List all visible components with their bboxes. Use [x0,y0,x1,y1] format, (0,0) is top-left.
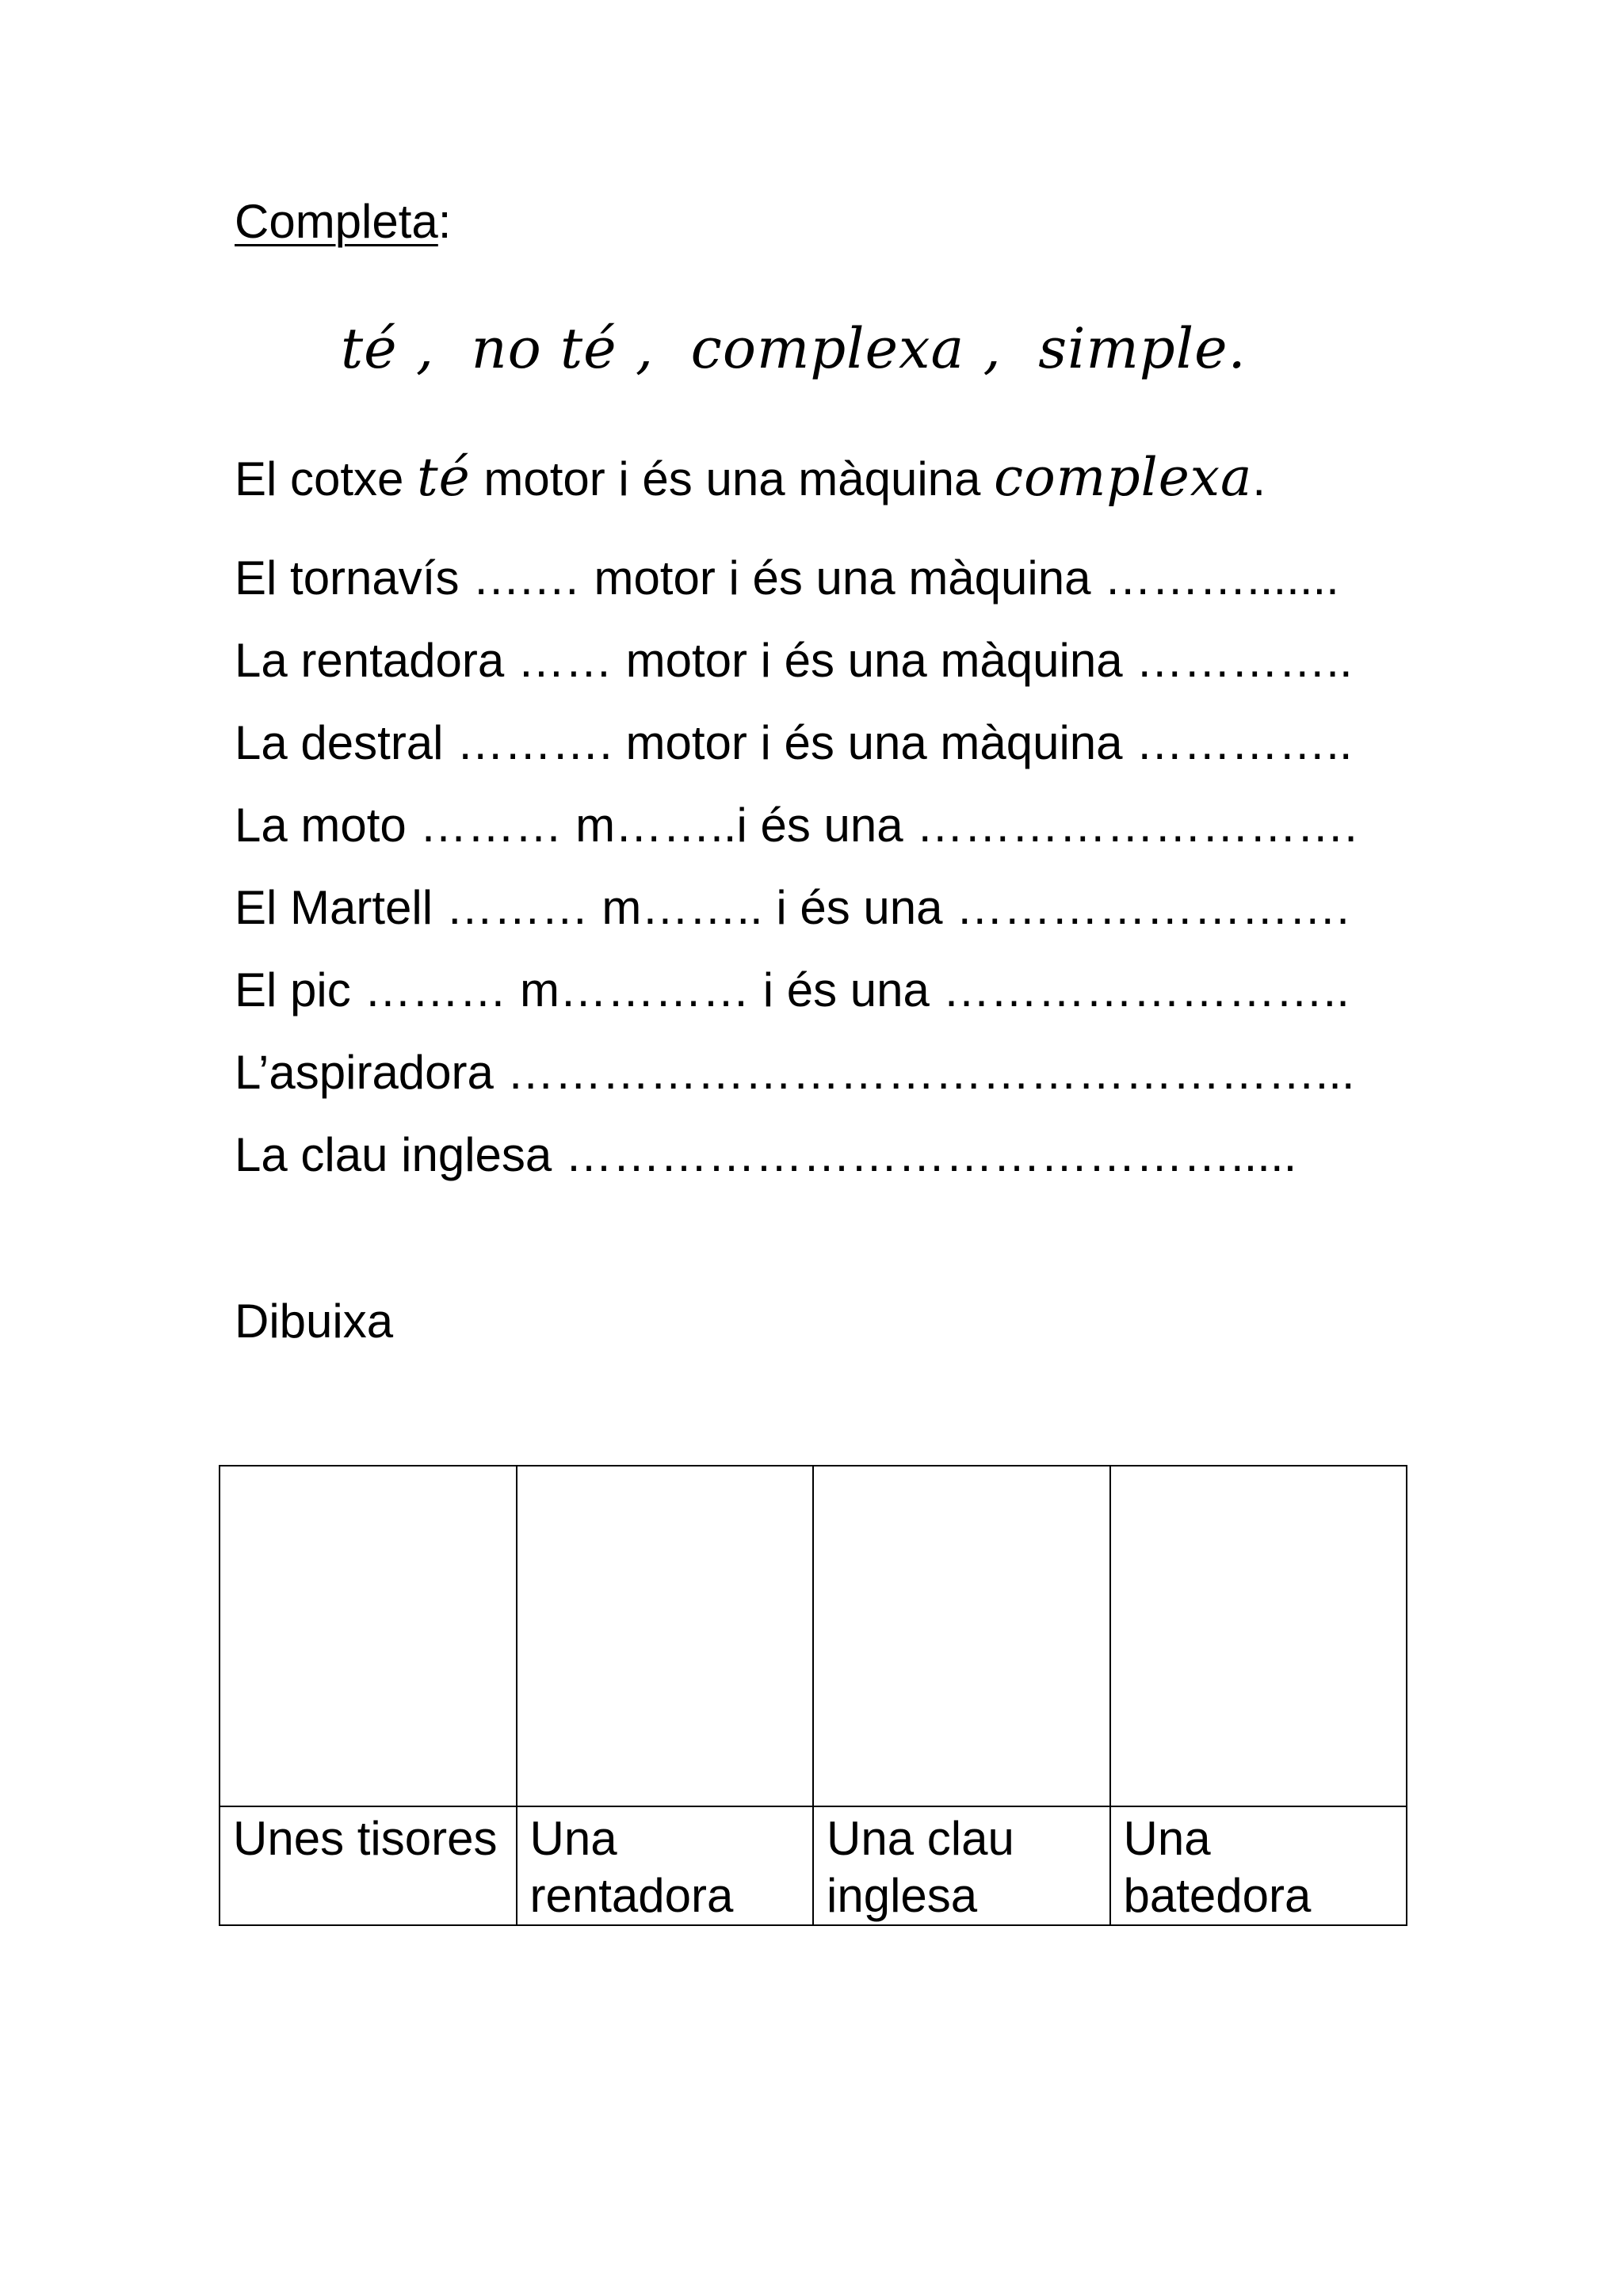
instruction-heading [235,193,451,250]
example-middle: motor i és una màquina [470,452,995,505]
drawing-box[interactable] [220,1466,517,1806]
drawing-label: Una rentadora [517,1806,814,1925]
exercise-line: El pic ……… m………… i és una …………………….. [235,963,1350,1016]
example-suffix: . [1252,452,1266,505]
drawing-labels-row [220,1806,1407,1925]
exercise-line: La rentadora …… motor i és una màquina ………….. [235,634,1353,687]
example-answer-2: complexa [994,447,1253,508]
drawing-label: Unes tisores [220,1806,517,1925]
example-answer-1: té [417,447,471,508]
example-sentence [235,449,1266,508]
draw-section-title: Dibuixa [235,1295,394,1348]
word-bank-separator: , [397,316,472,381]
word-bank-separator: , [617,316,691,381]
drawing-box[interactable] [813,1466,1110,1806]
word-bank-item: no té [471,316,617,381]
exercise-line: El tornavís ….… motor i és una màquina ………....... [235,551,1339,605]
drawing-box[interactable] [1110,1466,1407,1806]
example-prefix: El cotxe [235,452,418,505]
drawing-label: Una clau inglesa [813,1806,1110,1925]
word-bank-separator: , [964,316,1039,381]
word-bank [341,315,1247,382]
drawing-box[interactable] [517,1466,814,1806]
word-bank-item: té [341,316,398,381]
exercise-line: El Martell ……… m…….. i és una ……………………. [235,881,1350,934]
drawing-boxes-row [220,1466,1407,1806]
drawing-table [219,1465,1407,1926]
drawing-label: Una batedora [1110,1806,1407,1925]
instruction-colon: : [437,195,452,248]
exercise-line: L’aspiradora ……………………………………………... [235,1046,1355,1099]
word-bank-item: complexa [690,316,965,381]
exercise-line: La destral ………. motor i és una màquina ………….. [235,716,1353,769]
instruction-word: Completa [235,195,438,248]
word-bank-item: simple. [1038,316,1247,381]
exercise-line: La moto ……… m……..i és una ………………………. [235,799,1358,852]
exercise-line: La clau inglesa ……………………………………..... [235,1128,1297,1181]
